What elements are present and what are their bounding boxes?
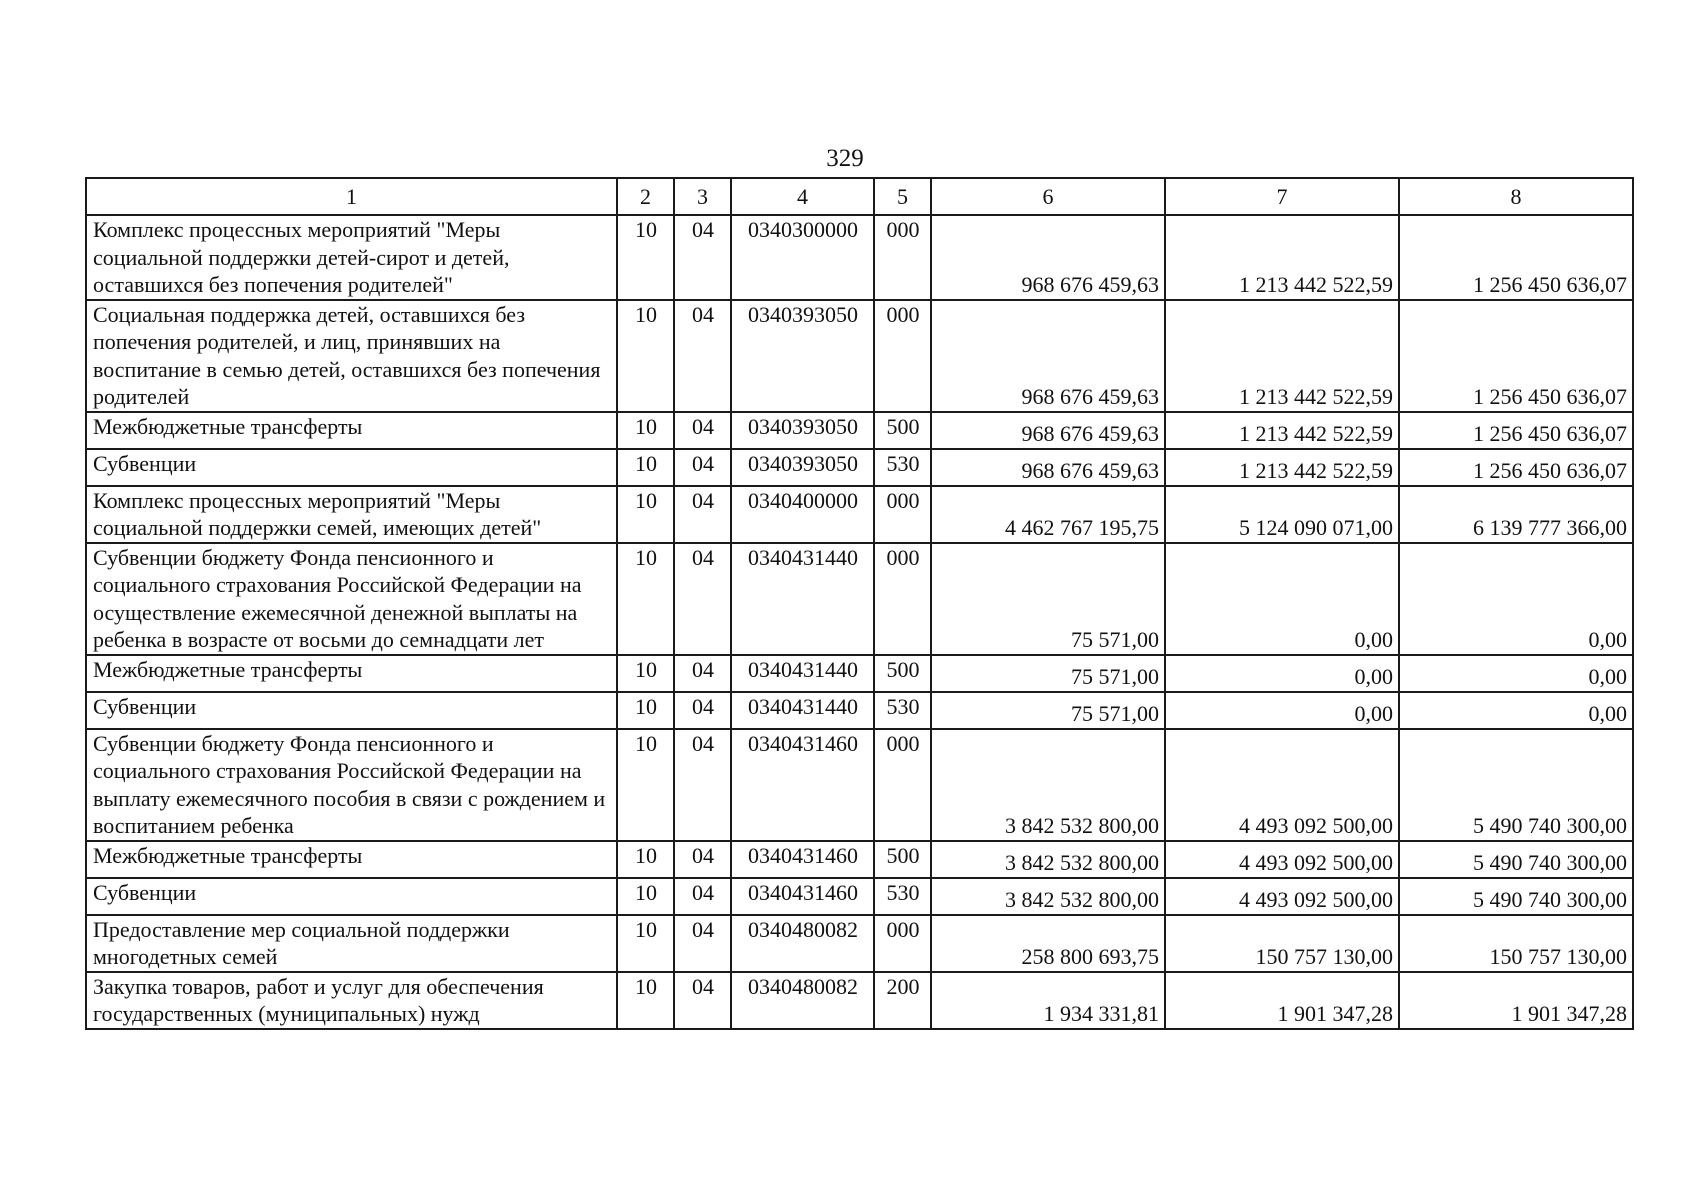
expense-type-code: 000 [874, 729, 931, 841]
section-code: 10 [617, 729, 674, 841]
target-article-code: 0340393050 [731, 412, 874, 449]
subsection-code: 04 [674, 300, 731, 412]
table-row [86, 915, 1633, 972]
subsection-code: 04 [674, 692, 731, 729]
subsection-code: 04 [674, 486, 731, 543]
expense-type-code: 000 [874, 543, 931, 655]
target-article-code: 0340431460 [731, 729, 874, 841]
expense-type-code: 500 [874, 412, 931, 449]
amount-col7: 150 757 130,00 [1165, 915, 1399, 972]
amount-col7: 0,00 [1165, 655, 1399, 692]
row-name: Субвенции [86, 692, 617, 729]
target-article-code: 0340393050 [731, 449, 874, 486]
amount-col7: 1 213 442 522,59 [1165, 215, 1399, 300]
amount-col7: 5 124 090 071,00 [1165, 486, 1399, 543]
table-row [86, 692, 1633, 729]
amount-col8: 1 901 347,28 [1399, 972, 1633, 1029]
amount-col8: 0,00 [1399, 692, 1633, 729]
amount-col7: 1 213 442 522,59 [1165, 300, 1399, 412]
table-row [86, 215, 1633, 300]
amount-col6: 3 842 532 800,00 [931, 878, 1165, 915]
section-code: 10 [617, 915, 674, 972]
subsection-code: 04 [674, 412, 731, 449]
target-article-code: 0340431460 [731, 878, 874, 915]
subsection-code: 04 [674, 841, 731, 878]
table-row [86, 841, 1633, 878]
amount-col7: 4 493 092 500,00 [1165, 729, 1399, 841]
header-row [86, 178, 1633, 215]
section-code: 10 [617, 486, 674, 543]
section-code: 10 [617, 412, 674, 449]
row-name: Субвенции [86, 449, 617, 486]
amount-col6: 968 676 459,63 [931, 412, 1165, 449]
amount-col6: 75 571,00 [931, 655, 1165, 692]
section-code: 10 [617, 449, 674, 486]
row-name: Субвенции [86, 878, 617, 915]
section-code: 10 [617, 215, 674, 300]
amount-col8: 5 490 740 300,00 [1399, 878, 1633, 915]
table-row [86, 655, 1633, 692]
target-article-code: 0340400000 [731, 486, 874, 543]
expense-type-code: 500 [874, 655, 931, 692]
table-row [86, 729, 1633, 841]
amount-col8: 1 256 450 636,07 [1399, 449, 1633, 486]
expense-type-code: 200 [874, 972, 931, 1029]
expense-type-code: 000 [874, 215, 931, 300]
section-code: 10 [617, 300, 674, 412]
column-header: 2 [617, 178, 674, 215]
amount-col6: 75 571,00 [931, 543, 1165, 655]
row-name: Субвенции бюджету Фонда пенсионного и социального страхования Российской Федерации на осуществление ежемесячной денежной выплаты на ребенка в возрасте от восьми до семнадцати лет [86, 543, 617, 655]
amount-col8: 1 256 450 636,07 [1399, 215, 1633, 300]
subsection-code: 04 [674, 972, 731, 1029]
expense-type-code: 000 [874, 486, 931, 543]
amount-col8: 6 139 777 366,00 [1399, 486, 1633, 543]
target-article-code: 0340480082 [731, 972, 874, 1029]
target-article-code: 0340431440 [731, 692, 874, 729]
section-code: 10 [617, 972, 674, 1029]
amount-col7: 0,00 [1165, 692, 1399, 729]
subsection-code: 04 [674, 915, 731, 972]
amount-col7: 1 213 442 522,59 [1165, 412, 1399, 449]
expense-type-code: 500 [874, 841, 931, 878]
target-article-code: 0340431440 [731, 655, 874, 692]
row-name: Межбюджетные трансферты [86, 655, 617, 692]
target-article-code: 0340393050 [731, 300, 874, 412]
section-code: 10 [617, 692, 674, 729]
row-name: Закупка товаров, работ и услуг для обеспечения государственных (муниципальных) нужд [86, 972, 617, 1029]
row-name: Предоставление мер социальной поддержки многодетных семей [86, 915, 617, 972]
column-header: 3 [674, 178, 731, 215]
row-name: Комплекс процессных мероприятий "Меры социальной поддержки семей, имеющих детей" [86, 486, 617, 543]
amount-col6: 968 676 459,63 [931, 449, 1165, 486]
table-row [86, 972, 1633, 1029]
amount-col6: 968 676 459,63 [931, 300, 1165, 412]
table-row [86, 300, 1633, 412]
expense-type-code: 530 [874, 878, 931, 915]
row-name: Межбюджетные трансферты [86, 841, 617, 878]
amount-col8: 150 757 130,00 [1399, 915, 1633, 972]
expense-type-code: 000 [874, 300, 931, 412]
column-header: 7 [1165, 178, 1399, 215]
subsection-code: 04 [674, 655, 731, 692]
column-header: 8 [1399, 178, 1633, 215]
amount-col8: 1 256 450 636,07 [1399, 412, 1633, 449]
row-name: Комплекс процессных мероприятий "Меры социальной поддержки детей-сирот и детей, оставшихся без попечения родителей" [86, 215, 617, 300]
subsection-code: 04 [674, 215, 731, 300]
column-header: 6 [931, 178, 1165, 215]
row-name: Социальная поддержка детей, оставшихся без попечения родителей, и лиц, принявших на воспитание в семью детей, оставшихся без попечения родителей [86, 300, 617, 412]
target-article-code: 0340480082 [731, 915, 874, 972]
table-row [86, 449, 1633, 486]
amount-col7: 1 213 442 522,59 [1165, 449, 1399, 486]
amount-col7: 1 901 347,28 [1165, 972, 1399, 1029]
section-code: 10 [617, 841, 674, 878]
amount-col8: 5 490 740 300,00 [1399, 729, 1633, 841]
amount-col6: 75 571,00 [931, 692, 1165, 729]
subsection-code: 04 [674, 729, 731, 841]
amount-col7: 0,00 [1165, 543, 1399, 655]
table-row [86, 486, 1633, 543]
amount-col8: 0,00 [1399, 543, 1633, 655]
amount-col6: 3 842 532 800,00 [931, 729, 1165, 841]
amount-col6: 258 800 693,75 [931, 915, 1165, 972]
expense-type-code: 530 [874, 449, 931, 486]
row-name: Межбюджетные трансферты [86, 412, 617, 449]
amount-col8: 0,00 [1399, 655, 1633, 692]
amount-col6: 4 462 767 195,75 [931, 486, 1165, 543]
target-article-code: 0340431440 [731, 543, 874, 655]
amount-col6: 1 934 331,81 [931, 972, 1165, 1029]
amount-col6: 968 676 459,63 [931, 215, 1165, 300]
section-code: 10 [617, 655, 674, 692]
expense-type-code: 000 [874, 915, 931, 972]
amount-col8: 5 490 740 300,00 [1399, 841, 1633, 878]
target-article-code: 0340300000 [731, 215, 874, 300]
amount-col7: 4 493 092 500,00 [1165, 841, 1399, 878]
table-row [86, 878, 1633, 915]
amount-col6: 3 842 532 800,00 [931, 841, 1165, 878]
column-header: 5 [874, 178, 931, 215]
amount-col7: 4 493 092 500,00 [1165, 878, 1399, 915]
subsection-code: 04 [674, 449, 731, 486]
column-header: 1 [86, 178, 617, 215]
amount-col8: 1 256 450 636,07 [1399, 300, 1633, 412]
subsection-code: 04 [674, 543, 731, 655]
expense-type-code: 530 [874, 692, 931, 729]
page-number: 329 [826, 145, 864, 172]
section-code: 10 [617, 878, 674, 915]
subsection-code: 04 [674, 878, 731, 915]
column-header: 4 [731, 178, 874, 215]
section-code: 10 [617, 543, 674, 655]
table-row [86, 543, 1633, 655]
row-name: Субвенции бюджету Фонда пенсионного и социального страхования Российской Федерации на выплату ежемесячного пособия в связи с рождением и воспитанием ребенка [86, 729, 617, 841]
budget-table [85, 177, 1634, 1030]
target-article-code: 0340431460 [731, 841, 874, 878]
table-row [86, 412, 1633, 449]
